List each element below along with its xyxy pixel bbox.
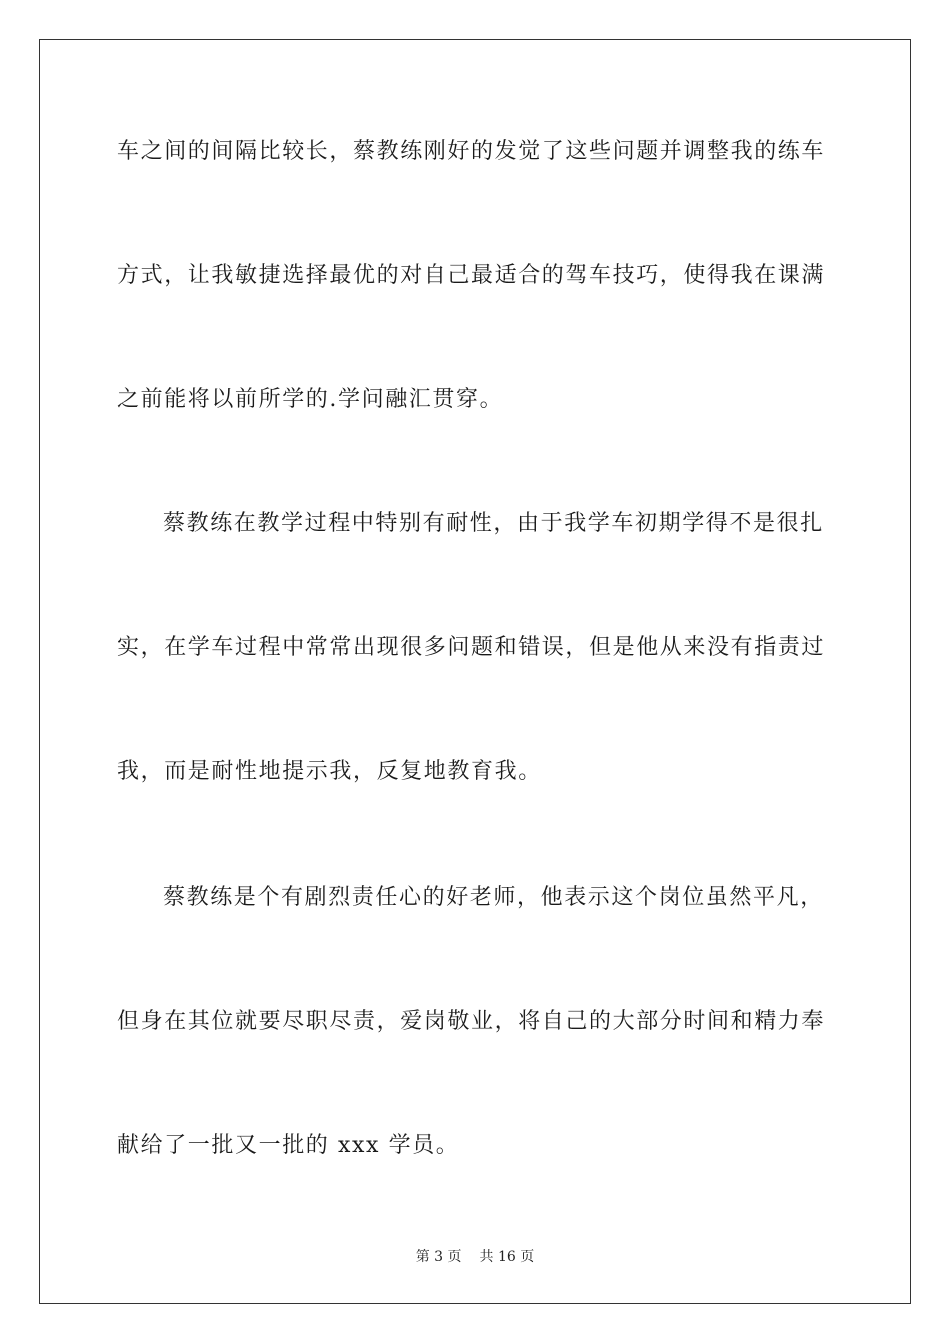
page-number: 第 3 页 — [415, 1249, 462, 1265]
page-border — [39, 39, 911, 1304]
body-text-line: 实，在学车过程中常常出现很多问题和错误，但是他从来没有指责过 — [117, 635, 826, 660]
body-text-line: 但身在其位就要尽职尽责，爱岗敬业，将自己的大部分时间和精力奉 — [117, 1009, 826, 1034]
page-total: 共 16 页 — [479, 1249, 535, 1265]
body-text-line: 我，而是耐性地提示我，反复地教育我。 — [117, 759, 542, 784]
paragraph-start-line: 蔡教练是个有剧烈责任心的好老师，他表示这个岗位虽然平凡， — [163, 885, 824, 910]
body-text-line: 之前能将以前所学的.学问融汇贯穿。 — [117, 387, 504, 412]
body-text-line: 方式，让我敏捷选择最优的对自己最适合的驾车技巧，使得我在课满 — [117, 263, 826, 288]
page-footer — [0, 1248, 950, 1266]
body-text-line: 献给了一批又一批的 xxx 学员。 — [117, 1133, 460, 1158]
body-text-line: 车之间的间隔比较长，蔡教练刚好的发觉了这些问题并调整我的练车 — [117, 139, 826, 164]
paragraph-start-line: 蔡教练在教学过程中特别有耐性，由于我学车初期学得不是很扎 — [163, 511, 824, 536]
